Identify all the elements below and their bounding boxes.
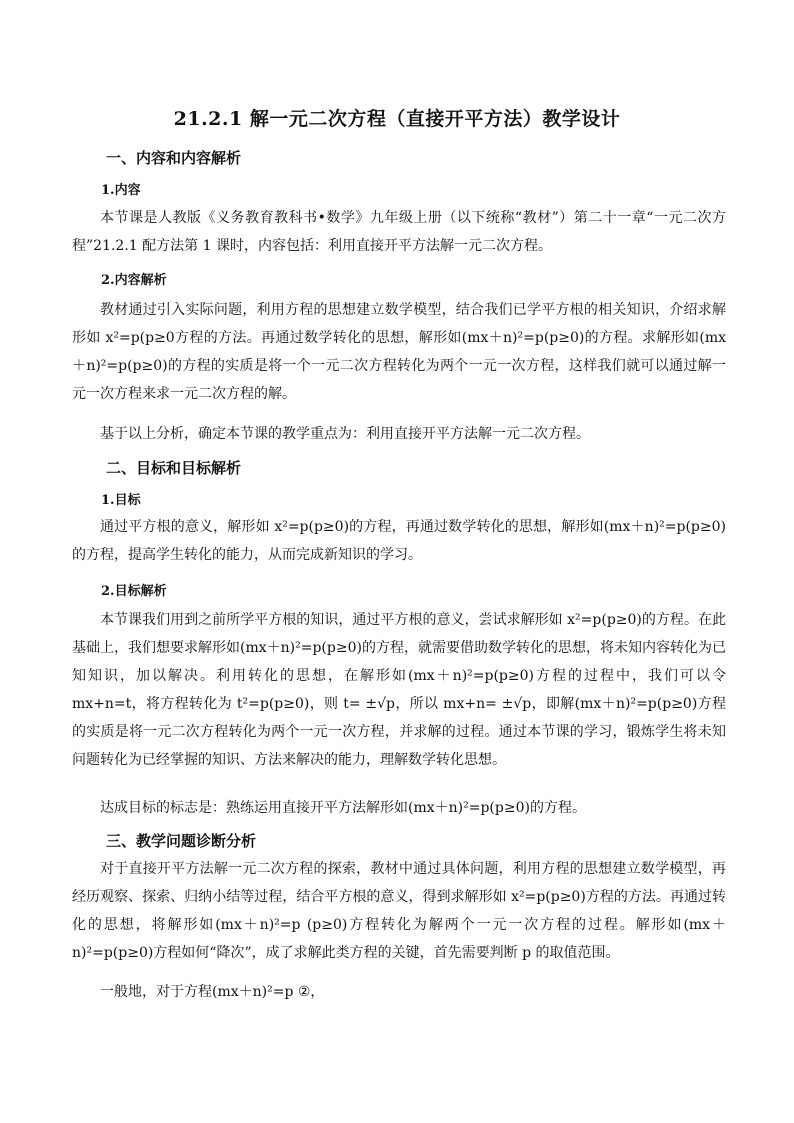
subsection-heading: 1.目标 — [101, 493, 141, 508]
paragraph: 基于以上分析，确定本节课的教学重点为：利用直接开平方法解一元二次方程。 — [100, 426, 590, 442]
paragraph: 本节课我们用到之前所学平方根的知识，通过平方根的意义，尝试求解形如 x²=p(p≥0)的方程。在此基础上，我们想要求解形如(mx＋n)²=p(p≥0)的方程，就需要借助数学转化的思想，将未知内容转化为已知知识，加以解决。利用转化的思想，在解形如(mx＋n)²=p(p≥0)方程的过程中，我们可以令 mx+n=t，将方程转化为 t²=p(p≥0)，则 t= ±√p，所以 mx+n= ±√p，即解(mx＋n)²=p(p≥0)方程的实质是将一元二次方程转化为两个一元一次方程，并求解的过程。通过本节课的学习，锻炼学生将未知问题转化为已经掌握的知识、方法来解决的能力，理解数学转化思想。 — [72, 612, 726, 768]
paragraph: 本节课是人教版《义务教育教科书•数学》九年级上册（以下统称“教材”）第二十一章“一元二次方程”21.2.1 配方法第 1 课时，内容包括：利用直接开平方法解一元二次方程。 — [72, 210, 726, 254]
document-title: 21.2.1 解一元二次方程（直接开平方法）教学设计 — [173, 108, 621, 130]
subsection-heading: 2.目标解析 — [101, 584, 167, 599]
section-heading: 一、内容和内容解析 — [106, 149, 242, 167]
paragraph: 达成目标的标志是：熟练运用直接开平方法解形如(mx＋n)²=p(p≥0)的方程。 — [100, 800, 586, 816]
section-heading: 二、目标和目标解析 — [106, 459, 242, 477]
section-heading: 三、教学问题诊断分析 — [106, 832, 257, 850]
paragraph: 对于直接开平方法解一元二次方程的探索，教材中通过具体问题，利用方程的思想建立数学模型，再经历观察、探索、归纳小结等过程，结合平方根的意义，得到求解形如 x²=p(p≥0)方程的方法。再通过转化的思想，将解形如(mx＋n)²=p (p≥0)方程转化为解两个一元一次方程的过程。解形如(mx＋n)²=p(p≥0)方程如何“降次”，成了求解此类方程的关键，首先需要判断 p 的取值范围。 — [72, 861, 726, 961]
paragraph: 教材通过引入实际问题，利用方程的思想建立数学模型，结合我们已学平方根的相关知识，介绍求解形如 x²=p(p≥0方程的方法。再通过数学转化的思想，解形如(mx＋n)²=p(p≥0)的方程。求解形如(mx＋n)²=p(p≥0)的方程的实质是将一个一元二次方程转化为两个一元一次方程，这样我们就可以通过解一元一次方程来求一元二次方程的解。 — [72, 302, 726, 402]
subsection-heading: 1.内容 — [101, 183, 141, 198]
paragraph: 通过平方根的意义，解形如 x²=p(p≥0)的方程，再通过数学转化的思想，解形如(mx＋n)²=p(p≥0)的方程，提高学生转化的能力，从而完成新知识的学习。 — [72, 519, 726, 563]
paragraph: 一般地，对于方程(mx＋n)²=p ②， — [100, 984, 325, 1000]
subsection-heading: 2.内容解析 — [101, 273, 167, 288]
